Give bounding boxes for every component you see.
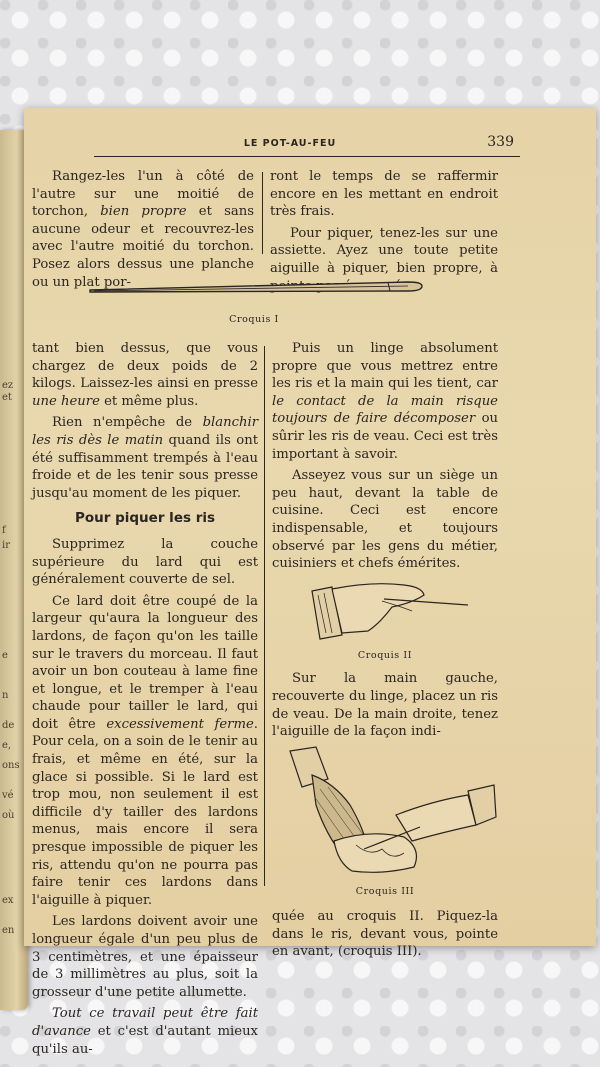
edge-fragment: n: [2, 690, 9, 701]
edge-fragment: où: [2, 810, 15, 821]
edge-fragment: en: [2, 925, 15, 936]
edge-fragment: e,: [2, 740, 12, 751]
paragraph: Sur la main gauche, recouverte du linge, placez un ris de veau. De la main droite, tenez l'aiguille de la façon indi-: [272, 671, 498, 740]
bottom-left-column: [32, 340, 258, 1062]
edge-fragment: vé: [2, 790, 14, 801]
edge-fragment: ex: [2, 895, 14, 906]
header-rule: [94, 156, 520, 157]
paragraph: tant bien dessus, que vous chargez de deux poids de 2 kilogs. Laissez-les ainsi en presse une heure et même plus.: [32, 341, 258, 409]
paragraph: Puis un linge absolument propre que vous mettrez entre les ris et la main qui les tient, car le contact de la main risque toujours de faire décomposer ou sûrir les ris de veau. Ceci est très important à savoir.: [272, 341, 498, 462]
edge-fragment: de: [2, 720, 15, 731]
paragraph: Pour piquer, tenez-les sur une assiette. Ayez une toute petite aiguille à piquer, bien propre, à: [270, 225, 498, 276]
paragraph: quée au croquis II. Piquez-la dans le ris, devant vous, pointe en avant, (croquis III).: [272, 909, 498, 960]
figure-caption: Croquis II: [357, 649, 413, 661]
edge-fragment: et: [2, 392, 12, 403]
edge-fragment: ez: [2, 380, 14, 391]
paragraph: Supprimez la couche supérieure du lard qui est généralement couverte de sel.: [32, 536, 258, 588]
column-rule: [262, 172, 263, 254]
section-heading: Pour piquer les ris: [74, 510, 216, 527]
hand-holding-needle-illustration: [272, 577, 498, 647]
paragraph: Ce lard doit être coupé de la largeur qu'aura la longueur des lardons, de façon qu'on les taille sur le travers du morceau. Il faut avoir un bon couteau à lame fine et longue, et le tremper à l'eau chaude pour tailler le lard, qui doit être excessivement ferme. Pour cela, on a soin de le tenir au frais, et même en été, sur la glace si possible. Si le lard est trop mou, non seulement il est difficile d'y tailler des lardons menus, mais encore il sera presque impossible de piquer les ris, attendu qu'on ne pourra pas faire tenir ces lardons dans l'aiguille à piquer.: [32, 593, 258, 908]
paragraph: Asseyez vous sur un siège un peu haut, devant la table de cuisine. Ceci est encore indispensable, et toujours observé par les gens du métier, cuisiniers et chefs émérites.: [272, 468, 498, 572]
edge-fragment: ir: [2, 540, 10, 551]
bottom-right-column: [272, 340, 498, 965]
paragraph: Rangez-les l'un à côté de l'autre sur une moitié de torchon, bien propre et sans aucune odeur et recouvrez-les avec l'autre moitié du torchon. Posez alors dessus une planche ou un plat por-: [32, 169, 254, 290]
edge-fragment: e: [2, 650, 8, 661]
paragraph: Rien n'empêche de blanchir les ris dès le matin quand ils ont été suffisamment trempés à l'eau froide et de les tenir sous presse jusqu'au moment de les piquer.: [32, 415, 258, 501]
edge-fragment: f: [2, 525, 6, 536]
running-head: LE POT-AU-FEU: [243, 138, 337, 149]
figure-caption: Croquis III: [355, 885, 415, 897]
paragraph: Les lardons doivent avoir une longueur égale d'un peu plus de 3 centimètres, et une épaisseur de 3 millimètres au plus, soit la grosseur d'une petite allumette.: [32, 914, 258, 1000]
figure-caption: Croquis I: [229, 314, 279, 325]
page-number: 339: [487, 134, 514, 150]
paragraph: Tout ce travail peut être fait d'avance et c'est d'autant mieux qu'ils au-: [32, 1006, 258, 1057]
paragraph: ront le temps de se raffermir encore en les mettant en endroit très frais.: [270, 169, 498, 220]
book-page: [24, 108, 596, 1057]
edge-fragment: ons: [2, 760, 20, 771]
larding-needle-illustration: [88, 276, 428, 300]
hands-larding-sweetbread-illustration: [272, 745, 498, 883]
column-rule: [264, 346, 265, 886]
